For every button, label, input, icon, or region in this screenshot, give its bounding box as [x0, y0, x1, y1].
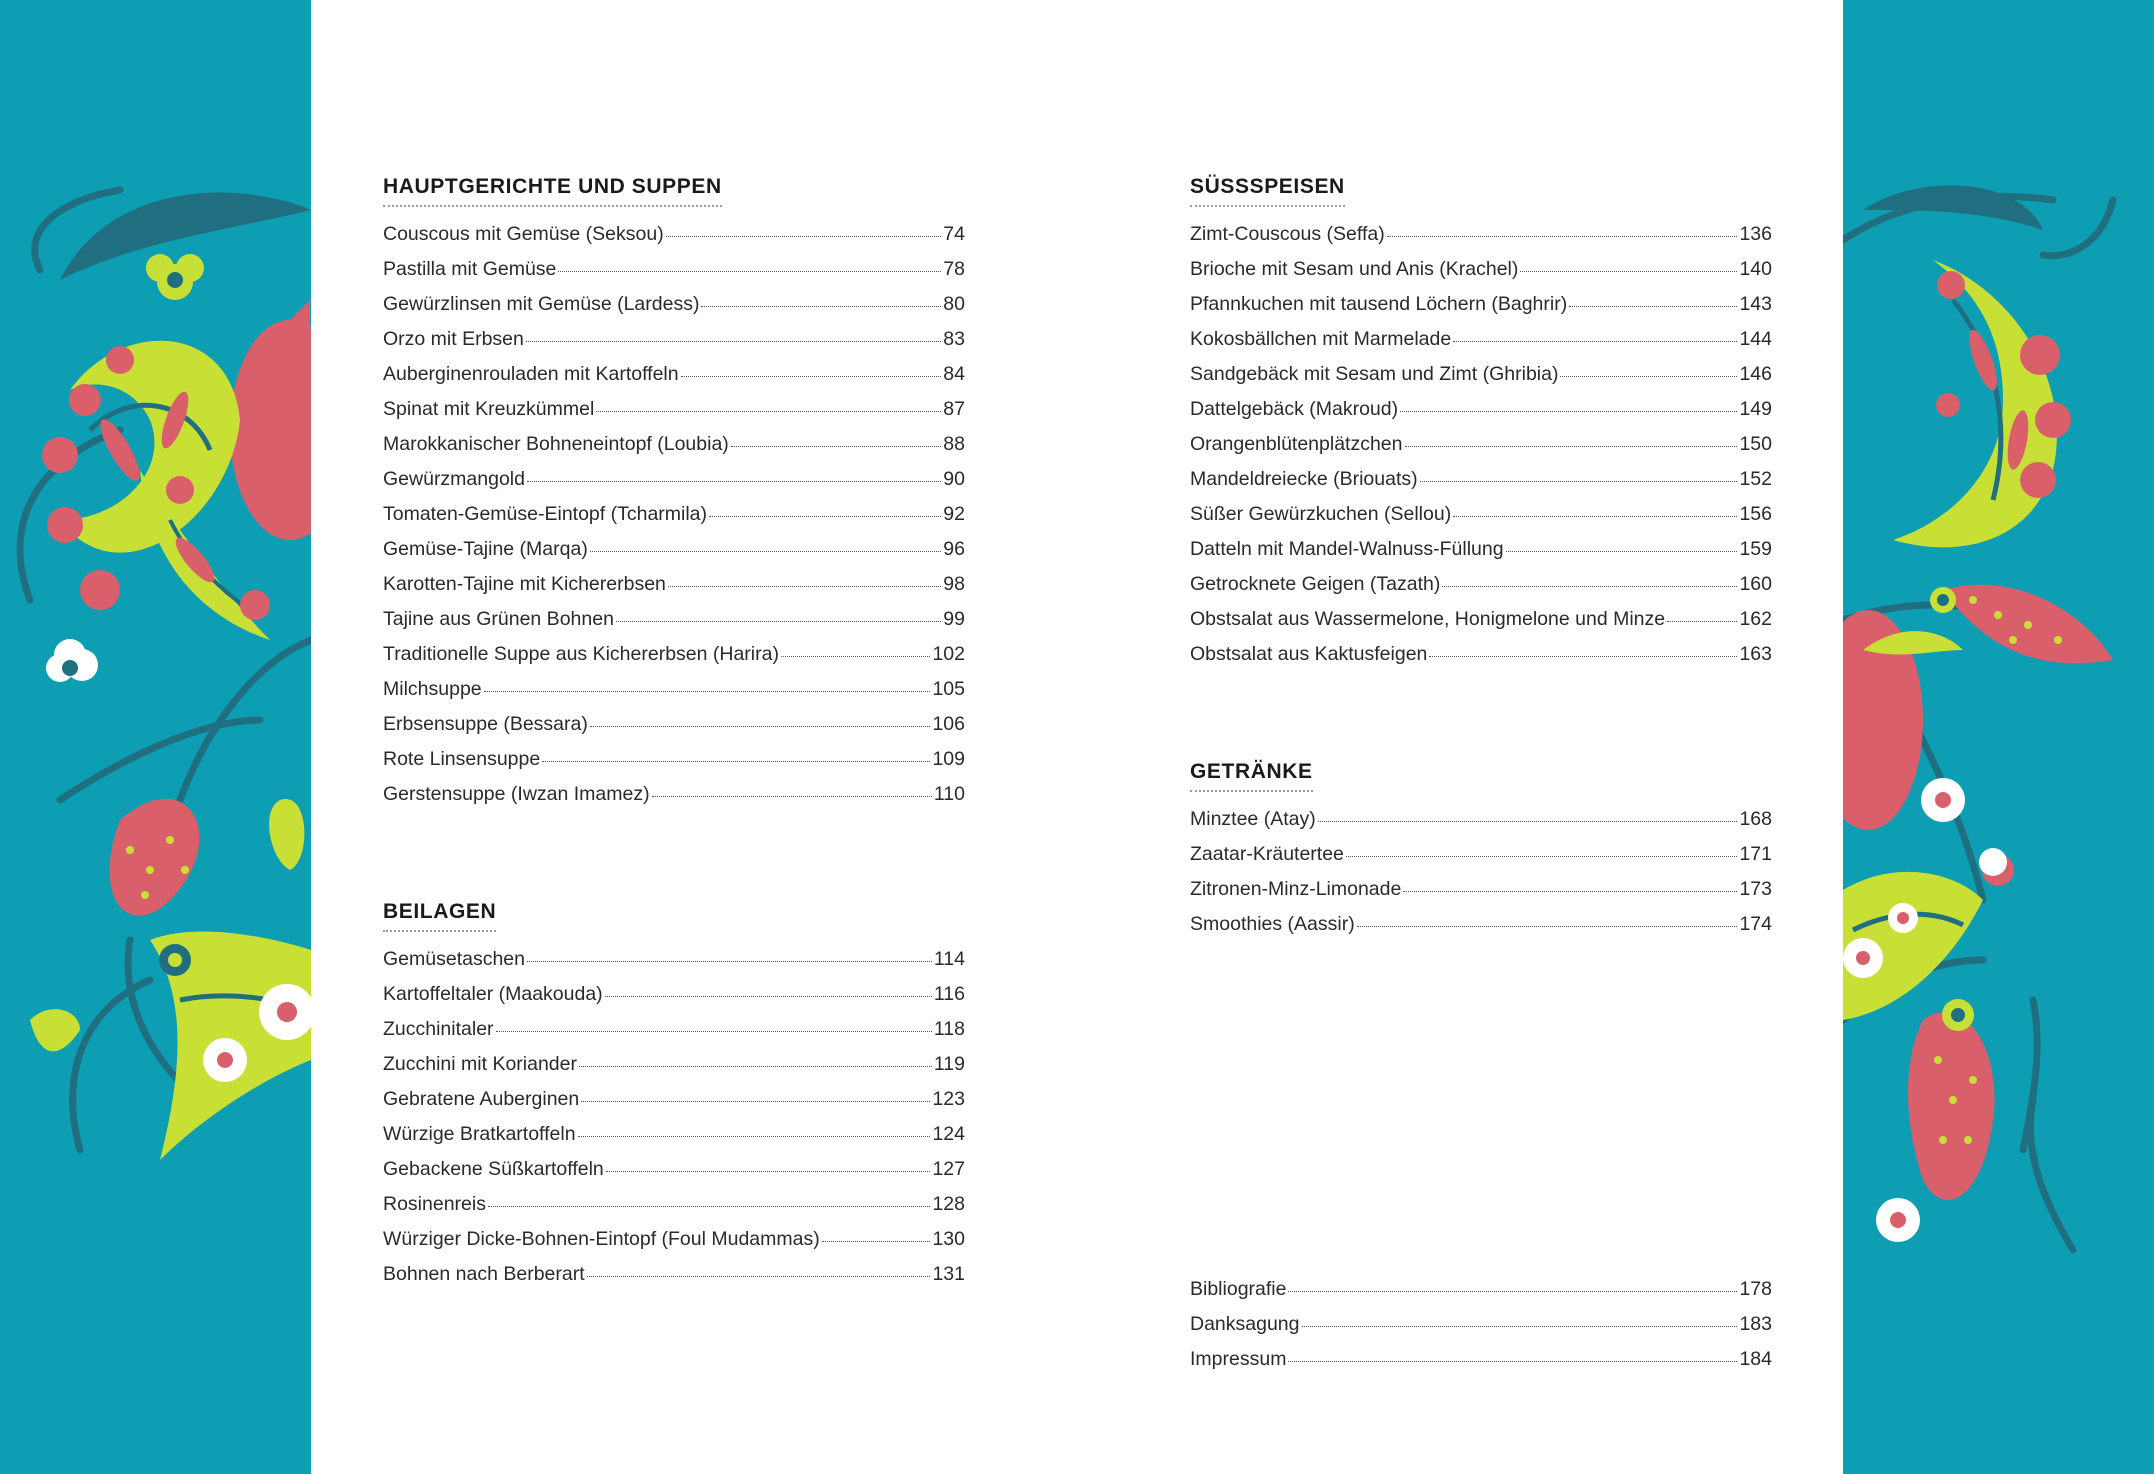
floral-ornament-icon: [0, 0, 311, 1474]
toc-entry-title: Getrocknete Geigen (Tazath): [1190, 573, 1441, 595]
toc-entry-page: 156: [1739, 503, 1772, 525]
dot-leader: [1453, 341, 1737, 342]
toc-entry[interactable]: [1190, 1278, 1772, 1313]
toc-entry-title: Auberginenrouladen mit Kartoffeln: [383, 363, 679, 385]
toc-entry-page: 174: [1739, 913, 1772, 935]
toc-entry[interactable]: [383, 1158, 965, 1193]
toc-entry-page: 110: [933, 783, 965, 805]
dot-leader: [1400, 411, 1737, 412]
toc-entry-title: Mandeldreiecke (Briouats): [1190, 468, 1418, 490]
toc-entry-title: Gemüse-Tajine (Marqa): [383, 538, 588, 560]
toc-entry-title: Danksagung: [1190, 1313, 1300, 1335]
toc-right-column: [1190, 175, 1772, 1383]
dot-leader: [681, 376, 942, 377]
toc-entry[interactable]: [383, 573, 965, 608]
toc-entry-title: Rosinenreis: [383, 1193, 486, 1215]
toc-entry-page: 146: [1739, 363, 1772, 385]
toc-left-column: [383, 175, 965, 1380]
toc-entry-page: 98: [943, 573, 965, 595]
toc-entry[interactable]: [383, 783, 965, 818]
dot-leader: [652, 796, 932, 797]
toc-entry[interactable]: [383, 433, 965, 468]
toc-page: [311, 0, 1843, 1474]
toc-entry-title: Traditionelle Suppe aus Kichererbsen (Harira): [383, 643, 779, 665]
toc-entry-title: Würziger Dicke-Bohnen-Eintopf (Foul Mudammas): [383, 1228, 820, 1250]
toc-entry-title: Süßer Gewürzkuchen (Sellou): [1190, 503, 1452, 525]
dot-leader: [606, 1171, 931, 1172]
toc-entry-page: 183: [1739, 1313, 1772, 1335]
toc-entry[interactable]: [383, 948, 965, 983]
dot-leader: [578, 1136, 931, 1137]
toc-entry-page: 102: [932, 643, 965, 665]
section-heading: HAUPTGERICHTE UND SUPPEN: [383, 175, 722, 207]
dot-leader: [1667, 621, 1737, 622]
toc-entry-page: 143: [1739, 293, 1772, 315]
toc-entry-title: Obstsalat aus Kaktusfeigen: [1190, 643, 1428, 665]
toc-entry[interactable]: [383, 1123, 965, 1158]
toc-entry-page: 83: [943, 328, 965, 350]
dot-leader: [1288, 1291, 1737, 1292]
toc-entry[interactable]: [1190, 503, 1772, 538]
dot-leader: [496, 1031, 932, 1032]
dot-leader: [542, 761, 930, 762]
toc-entry-page: 162: [1739, 608, 1772, 630]
toc-entry-page: 88: [943, 433, 965, 455]
toc-entry[interactable]: [383, 223, 965, 258]
toc-entry-page: 92: [943, 503, 965, 525]
dot-leader: [1560, 376, 1737, 377]
toc-entry-title: Couscous mit Gemüse (Seksou): [383, 223, 664, 245]
toc-entry-title: Würzige Bratkartoffeln: [383, 1123, 576, 1145]
toc-entry[interactable]: [1190, 293, 1772, 328]
dot-leader: [781, 656, 930, 657]
dot-leader: [484, 691, 931, 692]
dot-leader: [488, 1206, 930, 1207]
toc-entry-page: 173: [1739, 878, 1772, 900]
toc-entry[interactable]: [383, 503, 965, 538]
toc-entry-page: 105: [932, 678, 965, 700]
toc-entry-title: Pastilla mit Gemüse: [383, 258, 557, 280]
toc-entry-page: 178: [1739, 1278, 1772, 1300]
dot-leader: [701, 306, 941, 307]
dot-leader: [1346, 856, 1738, 857]
toc-entry-title: Brioche mit Sesam und Anis (Krachel): [1190, 258, 1519, 280]
left-decorative-band: [0, 0, 311, 1474]
toc-entry-page: 131: [932, 1263, 965, 1285]
toc-entry-title: Gerstensuppe (Iwzan Imamez): [383, 783, 650, 805]
toc-entry-title: Milchsuppe: [383, 678, 482, 700]
toc-entry[interactable]: [1190, 1348, 1772, 1383]
toc-entry-title: Minztee (Atay): [1190, 808, 1316, 830]
dot-leader: [527, 961, 932, 962]
toc-entry-page: 123: [932, 1088, 965, 1110]
section-heading: GETRÄNKE: [1190, 760, 1313, 792]
toc-entry-title: Marokkanischer Bohneneintopf (Loubia): [383, 433, 729, 455]
dot-leader: [605, 996, 932, 997]
toc-entry-title: Karotten-Tajine mit Kichererbsen: [383, 573, 666, 595]
dot-leader: [1506, 551, 1738, 552]
toc-entry[interactable]: [383, 983, 965, 1018]
dot-leader: [1405, 446, 1738, 447]
toc-entry-page: 159: [1739, 538, 1772, 560]
toc-entry[interactable]: [383, 1228, 965, 1263]
back-matter-list: [1190, 1278, 1772, 1383]
toc-entry-title: Tomaten-Gemüse-Eintopf (Tcharmila): [383, 503, 708, 525]
toc-entry-title: Gemüsetaschen: [383, 948, 525, 970]
dot-leader: [616, 621, 941, 622]
toc-entry[interactable]: [1190, 608, 1772, 643]
dot-leader: [668, 586, 941, 587]
toc-entry-title: Zitronen-Minz-Limonade: [1190, 878, 1402, 900]
toc-entry-title: Zimt-Couscous (Seffa): [1190, 223, 1385, 245]
toc-list: [1190, 808, 1772, 948]
toc-entry-title: Rote Linsensuppe: [383, 748, 541, 770]
toc-entry[interactable]: [383, 363, 965, 398]
toc-entry[interactable]: [383, 1193, 965, 1228]
toc-entry[interactable]: [1190, 433, 1772, 468]
dot-leader: [1520, 271, 1737, 272]
toc-entry[interactable]: [1190, 538, 1772, 573]
toc-entry-title: Kokosbällchen mit Marmelade: [1190, 328, 1452, 350]
toc-entry[interactable]: [383, 1053, 965, 1088]
dot-leader: [558, 271, 941, 272]
toc-entry[interactable]: [383, 1018, 965, 1053]
dot-leader: [1420, 481, 1738, 482]
toc-entry[interactable]: [1190, 223, 1772, 258]
toc-entry-title: Bibliografie: [1190, 1278, 1287, 1300]
toc-entry-title: Bohnen nach Berberart: [383, 1263, 585, 1285]
toc-entry[interactable]: [1190, 913, 1772, 948]
dot-leader: [590, 551, 941, 552]
floral-ornament-icon: [1843, 0, 2154, 1474]
toc-entry[interactable]: [383, 643, 965, 678]
section-getraenke: [1190, 760, 1772, 948]
toc-entry[interactable]: [1190, 258, 1772, 293]
toc-entry[interactable]: [1190, 363, 1772, 398]
dot-leader: [1429, 656, 1737, 657]
toc-entry-title: Datteln mit Mandel-Walnuss-Füllung: [1190, 538, 1504, 560]
toc-entry-page: 160: [1739, 573, 1772, 595]
toc-list: [1190, 223, 1772, 678]
toc-entry[interactable]: [383, 293, 965, 328]
dot-leader: [822, 1241, 931, 1242]
toc-entry-page: 119: [933, 1053, 965, 1075]
toc-entry-page: 171: [1739, 843, 1772, 865]
toc-entry-page: 144: [1739, 328, 1772, 350]
toc-entry[interactable]: [383, 713, 965, 748]
toc-entry-page: 127: [932, 1158, 965, 1180]
dot-leader: [527, 481, 941, 482]
spacer: [1190, 1030, 1772, 1278]
dot-leader: [1442, 586, 1737, 587]
toc-entry[interactable]: [383, 398, 965, 433]
toc-entry[interactable]: [1190, 573, 1772, 608]
toc-entry-page: 124: [932, 1123, 965, 1145]
toc-entry-page: 130: [932, 1228, 965, 1250]
toc-entry-title: Kartoffeltaler (Maakouda): [383, 983, 603, 1005]
toc-entry[interactable]: [1190, 643, 1772, 678]
toc-entry-page: 168: [1739, 808, 1772, 830]
toc-entry-page: 78: [943, 258, 965, 280]
toc-entry-title: Smoothies (Aassir): [1190, 913, 1355, 935]
toc-entry-title: Obstsalat aus Wassermelone, Honigmelone und Minze: [1190, 608, 1666, 630]
toc-entry-page: 114: [933, 948, 965, 970]
dot-leader: [581, 1101, 930, 1102]
dot-leader: [709, 516, 941, 517]
toc-entry-title: Gewürzlinsen mit Gemüse (Lardess): [383, 293, 700, 315]
dot-leader: [587, 1276, 931, 1277]
dot-leader: [1357, 926, 1738, 927]
right-decorative-band: [1843, 0, 2154, 1474]
dot-leader: [1453, 516, 1737, 517]
dot-leader: [1403, 891, 1737, 892]
toc-entry-title: Zaatar-Kräutertee: [1190, 843, 1344, 865]
dot-leader: [526, 341, 941, 342]
section-suessspeisen: [1190, 175, 1772, 678]
toc-entry-page: 87: [943, 398, 965, 420]
dot-leader: [1318, 821, 1738, 822]
toc-entry-page: 140: [1739, 258, 1772, 280]
toc-entry-title: Zucchinitaler: [383, 1018, 494, 1040]
toc-entry[interactable]: [383, 328, 965, 363]
toc-entry[interactable]: [1190, 843, 1772, 878]
toc-entry[interactable]: [383, 678, 965, 713]
dot-leader: [596, 411, 941, 412]
dot-leader: [731, 446, 942, 447]
toc-entry-title: Zucchini mit Koriander: [383, 1053, 577, 1075]
toc-entry[interactable]: [1190, 468, 1772, 503]
toc-entry[interactable]: [1190, 328, 1772, 363]
toc-entry[interactable]: [1190, 398, 1772, 433]
toc-entry[interactable]: [383, 258, 965, 293]
toc-entry-title: Pfannkuchen mit tausend Löchern (Baghrir): [1190, 293, 1568, 315]
toc-entry[interactable]: [1190, 1313, 1772, 1348]
toc-list: [383, 223, 965, 818]
toc-entry-title: Gewürzmangold: [383, 468, 525, 490]
toc-entry-title: Erbsensuppe (Bessara): [383, 713, 588, 735]
dot-leader: [590, 726, 931, 727]
section-hauptgerichte-und-suppen: [383, 175, 965, 818]
toc-entry-title: Tajine aus Grünen Bohnen: [383, 608, 614, 630]
section-heading: SÜSSSPEISEN: [1190, 175, 1345, 207]
toc-entry-title: Dattelgebäck (Makroud): [1190, 398, 1399, 420]
toc-entry-page: 116: [933, 983, 965, 1005]
toc-entry-page: 80: [943, 293, 965, 315]
section-heading: BEILAGEN: [383, 900, 496, 932]
dot-leader: [1302, 1326, 1738, 1327]
toc-entry[interactable]: [383, 608, 965, 643]
toc-entry-title: Orzo mit Erbsen: [383, 328, 524, 350]
toc-entry[interactable]: [383, 468, 965, 503]
toc-entry-page: 128: [932, 1193, 965, 1215]
toc-entry[interactable]: [383, 538, 965, 573]
toc-list: [383, 948, 965, 1298]
toc-entry-page: 149: [1739, 398, 1772, 420]
toc-entry[interactable]: [383, 748, 965, 783]
toc-entry-page: 136: [1739, 223, 1772, 245]
toc-entry-title: Impressum: [1190, 1348, 1287, 1370]
toc-entry-title: Sandgebäck mit Sesam und Zimt (Ghribia): [1190, 363, 1559, 385]
toc-entry[interactable]: [1190, 808, 1772, 843]
toc-entry-title: Gebratene Auberginen: [383, 1088, 580, 1110]
toc-entry-title: Gebackene Süßkartoffeln: [383, 1158, 604, 1180]
toc-entry-page: 84: [943, 363, 965, 385]
toc-entry-title: Spinat mit Kreuzkümmel: [383, 398, 595, 420]
toc-entry-page: 96: [943, 538, 965, 560]
toc-entry-page: 152: [1739, 468, 1772, 490]
dot-leader: [1387, 236, 1738, 237]
toc-entry-page: 163: [1739, 643, 1772, 665]
dot-leader: [579, 1066, 932, 1067]
toc-entry-page: 118: [933, 1018, 965, 1040]
toc-entry-page: 184: [1739, 1348, 1772, 1370]
toc-entry[interactable]: [383, 1263, 965, 1298]
toc-entry-page: 90: [943, 468, 965, 490]
toc-entry-page: 106: [932, 713, 965, 735]
toc-entry-page: 74: [943, 223, 965, 245]
toc-entry[interactable]: [1190, 878, 1772, 913]
toc-entry[interactable]: [383, 1088, 965, 1123]
toc-entry-title: Orangenblütenplätzchen: [1190, 433, 1403, 455]
dot-leader: [666, 236, 942, 237]
section-beilagen: [383, 900, 965, 1298]
toc-entry-page: 150: [1739, 433, 1772, 455]
dot-leader: [1288, 1361, 1737, 1362]
dot-leader: [1569, 306, 1737, 307]
toc-entry-page: 109: [932, 748, 965, 770]
toc-entry-page: 99: [943, 608, 965, 630]
